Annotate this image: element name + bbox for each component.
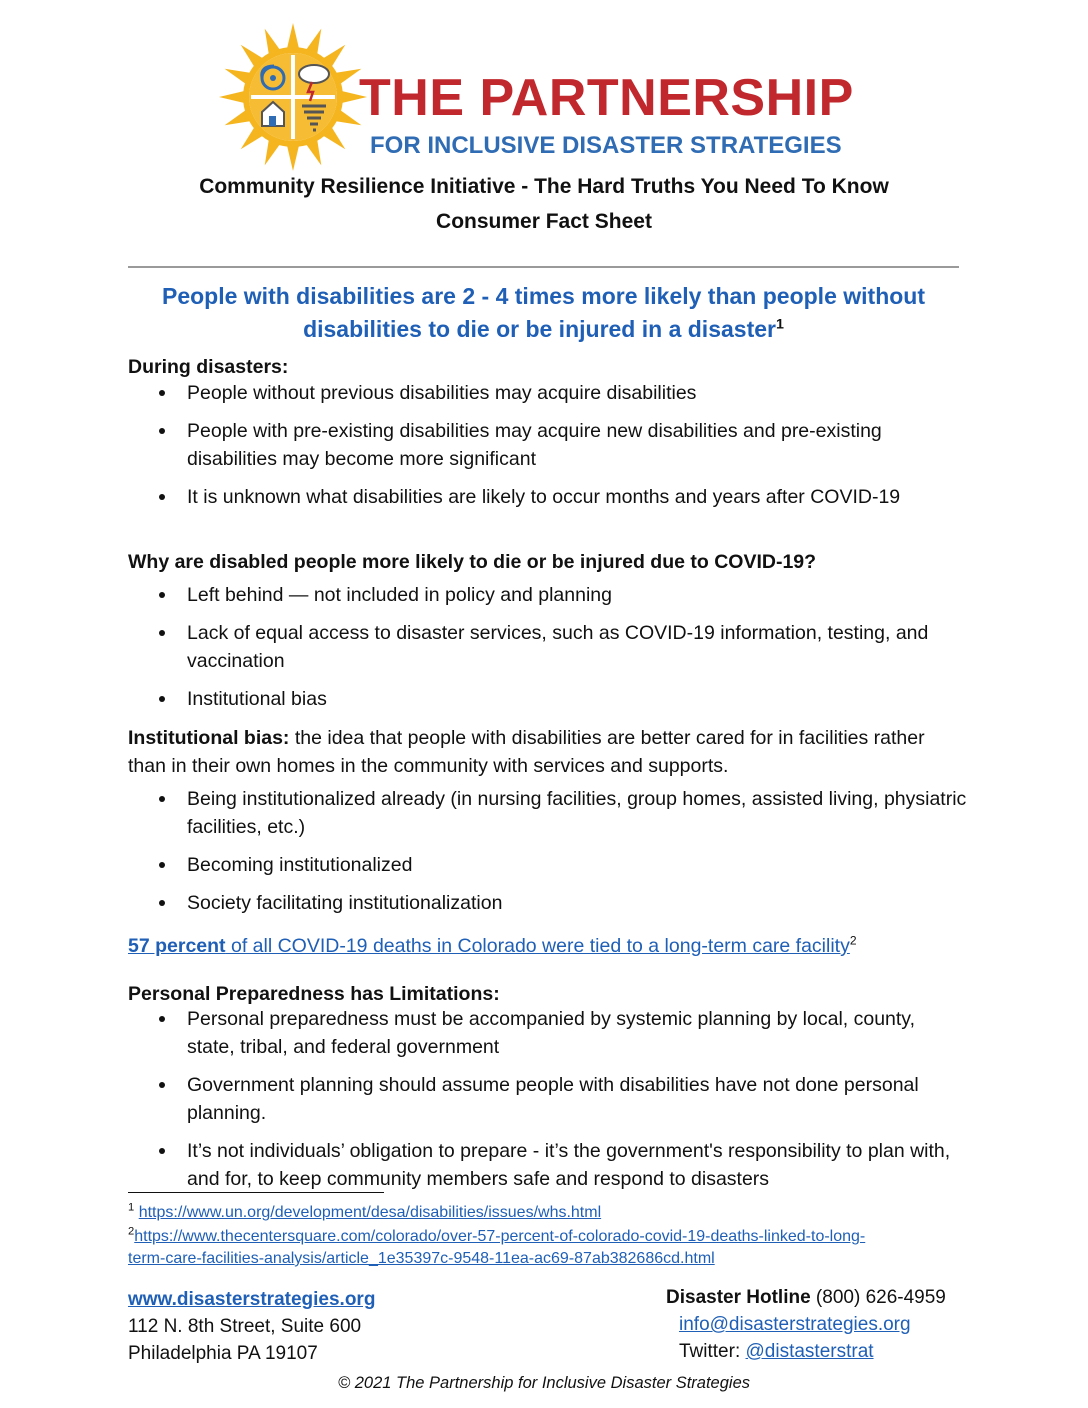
list-item: Society facilitating institutionalization	[128, 889, 968, 917]
bias-definition: the idea that people with disabilities are better cared for in facilities rather than in their own homes in the community with services and supports.	[128, 727, 925, 777]
address-line-1: 112 N. 8th Street, Suite 600	[128, 1316, 362, 1337]
list-bias	[128, 785, 968, 917]
footnote-ref-1[interactable]: 1	[775, 316, 784, 333]
list-item: Lack of equal access to disaster services, such as COVID-19 information, testing, and vaccination	[128, 619, 968, 675]
list-why	[128, 581, 968, 713]
list-during	[128, 379, 968, 511]
twitter-label: Twitter:	[679, 1341, 746, 1362]
hotline-label: Disaster Hotline	[666, 1287, 811, 1308]
title-divider	[128, 266, 959, 268]
headline-text: People with disabilities are 2 - 4 times more likely than people without disabilities to die or be injured in a disaster	[161, 283, 926, 342]
footnote-2-link-line1[interactable]: https://www.thecentersquare.com/colorado/over-57-percent-of-colorado-covid-19-deaths-linked-to-long-	[134, 1228, 866, 1245]
colorado-stat	[128, 932, 857, 960]
list-item: Institutional bias	[128, 685, 968, 713]
footnote-2-link-line2[interactable]: term-care-facilities-analysis/article_1e35397c-9548-11ea-ac69-87ab382686cd.html	[128, 1250, 715, 1267]
section-heading-prep: Personal Preparedness has Limitations:	[128, 983, 500, 1005]
footnote-number: 1	[128, 1201, 135, 1214]
logo-subtitle: FOR INCLUSIVE DISASTER STRATEGIES	[370, 132, 842, 159]
colorado-stat-link[interactable]	[128, 935, 850, 957]
list-item: Left behind — not included in policy and planning	[128, 581, 968, 609]
twitter-link[interactable]: @distasterstrat	[745, 1341, 874, 1362]
email-link[interactable]: info@disasterstrategies.org	[679, 1314, 911, 1335]
section-heading-why: Why are disabled people more likely to die or be injured due to COVID-19?	[128, 551, 817, 573]
headline	[128, 280, 959, 346]
stat-rest: of all COVID-19 deaths in Colorado were tied to a long-term care facility	[225, 935, 850, 957]
bias-term: Institutional bias:	[128, 727, 290, 749]
hotline-number: (800) 626-4959	[810, 1287, 946, 1308]
list-item: Becoming institutionalized	[128, 851, 968, 879]
footnote-2	[128, 1226, 865, 1270]
copyright: © 2021 The Partnership for Inclusive Disaster Strategies	[337, 1374, 751, 1392]
sun-ray	[287, 145, 299, 171]
list-item: Government planning should assume people with disabilities have not done personal planning.	[128, 1071, 968, 1127]
sun-icon	[218, 22, 368, 172]
footnote-1-link[interactable]: https://www.un.org/development/desa/disabilities/issues/whs.html	[138, 1204, 602, 1221]
list-item: It is unknown what disabilities are likely to occur months and years after COVID-19	[128, 483, 968, 511]
list-item: It’s not individuals’ obligation to prepare - it’s the government's responsibility to plan with, and for, to keep community members safe and respond to disasters	[128, 1137, 968, 1193]
address-line-2: Philadelphia PA 19107	[128, 1343, 318, 1364]
footnote-ref-2[interactable]: 2	[849, 933, 857, 948]
logo-title: THE PARTNERSHIP	[359, 69, 854, 127]
list-prep	[128, 1005, 968, 1193]
footer-contact-right	[666, 1284, 946, 1365]
website-link[interactable]: www.disasterstrategies.org	[128, 1289, 376, 1310]
partnership-logo	[218, 22, 878, 172]
sun-ray	[287, 23, 299, 49]
sun-ray	[219, 91, 245, 103]
footnote-number: 2	[128, 1225, 135, 1238]
footer-contact-left	[128, 1286, 375, 1367]
document-title: Community Resilience Initiative - The Hard Truths You Need To Know	[199, 175, 889, 198]
stat-bold: 57 percent	[128, 935, 226, 957]
section-heading-during: During disasters:	[128, 356, 289, 378]
document-subtitle: Consumer Fact Sheet	[436, 210, 652, 233]
list-item: People with pre-existing disabilities may acquire new disabilities and pre-existing disabilities may become more significant	[128, 417, 968, 473]
footnote-divider	[128, 1192, 384, 1193]
footnote-1	[128, 1202, 601, 1224]
list-item: Being institutionalized already (in nursing facilities, group homes, assisted living, physiatric facilities, etc.)	[128, 785, 968, 841]
institutional-bias-definition	[128, 724, 958, 780]
list-item: Personal preparedness must be accompanied by systemic planning by local, county, state, tribal, and federal government	[128, 1005, 968, 1061]
list-item: People without previous disabilities may acquire disabilities	[128, 379, 968, 407]
